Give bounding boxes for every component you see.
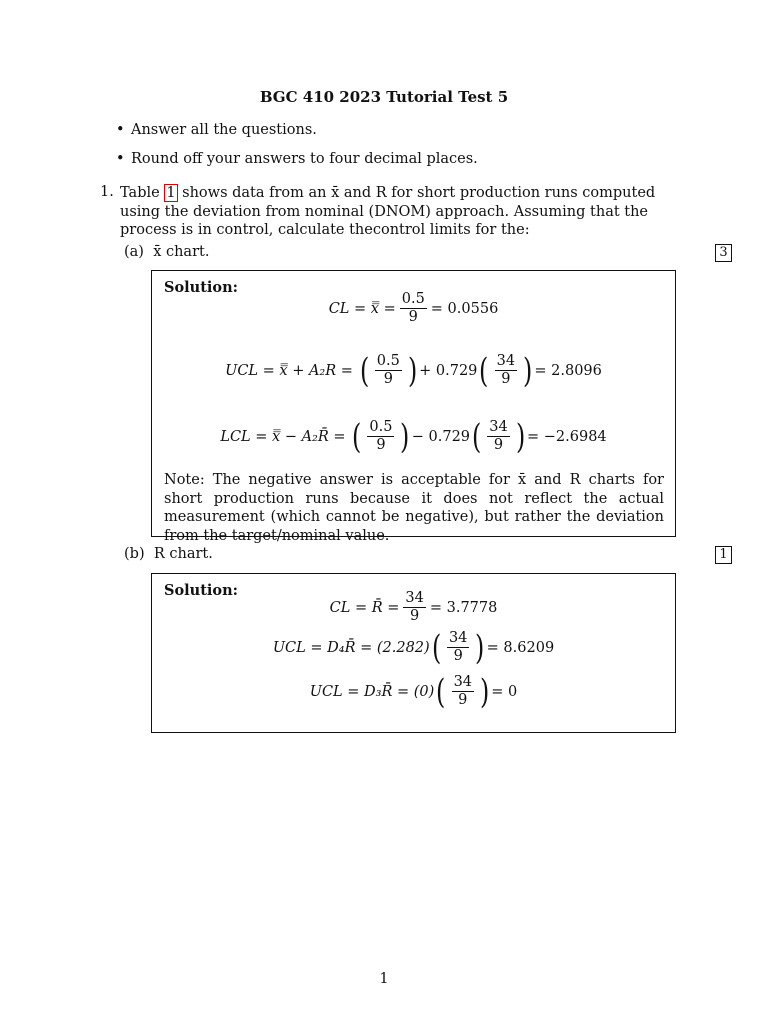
part-a-text: x̄ chart. xyxy=(153,244,210,260)
bullet-icon: • xyxy=(116,122,125,138)
solution-note: Note: The negative answer is acceptable for x̄ and R charts for short production runs because it does not reflect the actual measurement (which cannot be negative), but rather the deviation from the target/nominal value. xyxy=(164,472,664,544)
question-text: Table 1 shows data from an x̄ and R for short production runs computed using the deviation from nominal (DNOM) approach. Assuming that the process is in control, calculate thecontrol limits for the: xyxy=(120,185,656,238)
instruction-text: Round off your answers to four decimal places. xyxy=(131,151,478,167)
part-b-marks: 1 xyxy=(715,546,732,564)
solution-box-a xyxy=(151,270,676,544)
part-b-label: (b) xyxy=(124,546,145,562)
part-a-label: (a) xyxy=(124,244,144,260)
fraction: $\frac{34}{9}$ xyxy=(489,419,508,453)
equation-ucl-b: UCL = D₄R̄ = (2.282) ( $\frac{34}{9}$ ) = 8.6209 xyxy=(272,627,555,668)
part-a-marks: 3 xyxy=(715,244,732,262)
equation-lcl-b: UCL = D₃R̄ = (0) ( $\frac{34}{9}$ ) = 0 xyxy=(309,671,518,712)
fraction: $\frac{34}{9}$ xyxy=(405,590,424,624)
fraction: $\frac{0.5}{9}$ xyxy=(369,419,393,453)
equation-ucl-a: UCL = x̿ + A₂R = ( $\frac{0.5}{9}$ ) + 0.729 ( $\frac{34}{9}$ ) = 2.8096 xyxy=(225,350,602,391)
part-b-text: R chart. xyxy=(153,546,213,562)
equation-lcl-a: LCL = x̿ − A₂R̄ = ( $\frac{0.5}{9}$ ) − 0.729 ( $\frac{34}{9}$ ) = −2.6984 xyxy=(220,416,607,457)
page-number: 1 xyxy=(379,971,389,987)
equation-cl-b: CL = R̄ = $\frac{34}{9}$ = 3.7778 xyxy=(329,590,498,624)
table-reference-link[interactable]: 1 xyxy=(166,185,176,201)
question-number: 1. xyxy=(100,184,114,200)
part-b-heading xyxy=(124,546,213,562)
fraction: $\frac{0.5}{9}$ xyxy=(376,353,400,387)
instruction-text: Answer all the questions. xyxy=(131,122,317,138)
solution-label: Solution: xyxy=(164,582,238,599)
equation-cl-a: CL = x̿ = $\frac{0.5}{9}$ = 0.0556 xyxy=(328,291,499,325)
solution-label: Solution: xyxy=(164,279,238,296)
fraction: $\frac{34}{9}$ xyxy=(496,353,516,387)
solution-box-b xyxy=(151,573,676,733)
fraction: $\frac{34}{9}$ xyxy=(453,674,473,708)
bullet-icon: • xyxy=(116,151,125,167)
fraction: $\frac{34}{9}$ xyxy=(448,630,468,664)
page-title: BGC 410 2023 Tutorial Test 5 xyxy=(259,88,509,106)
fraction: $\frac{0.5}{9}$ xyxy=(401,291,425,325)
part-a-heading xyxy=(124,244,209,260)
